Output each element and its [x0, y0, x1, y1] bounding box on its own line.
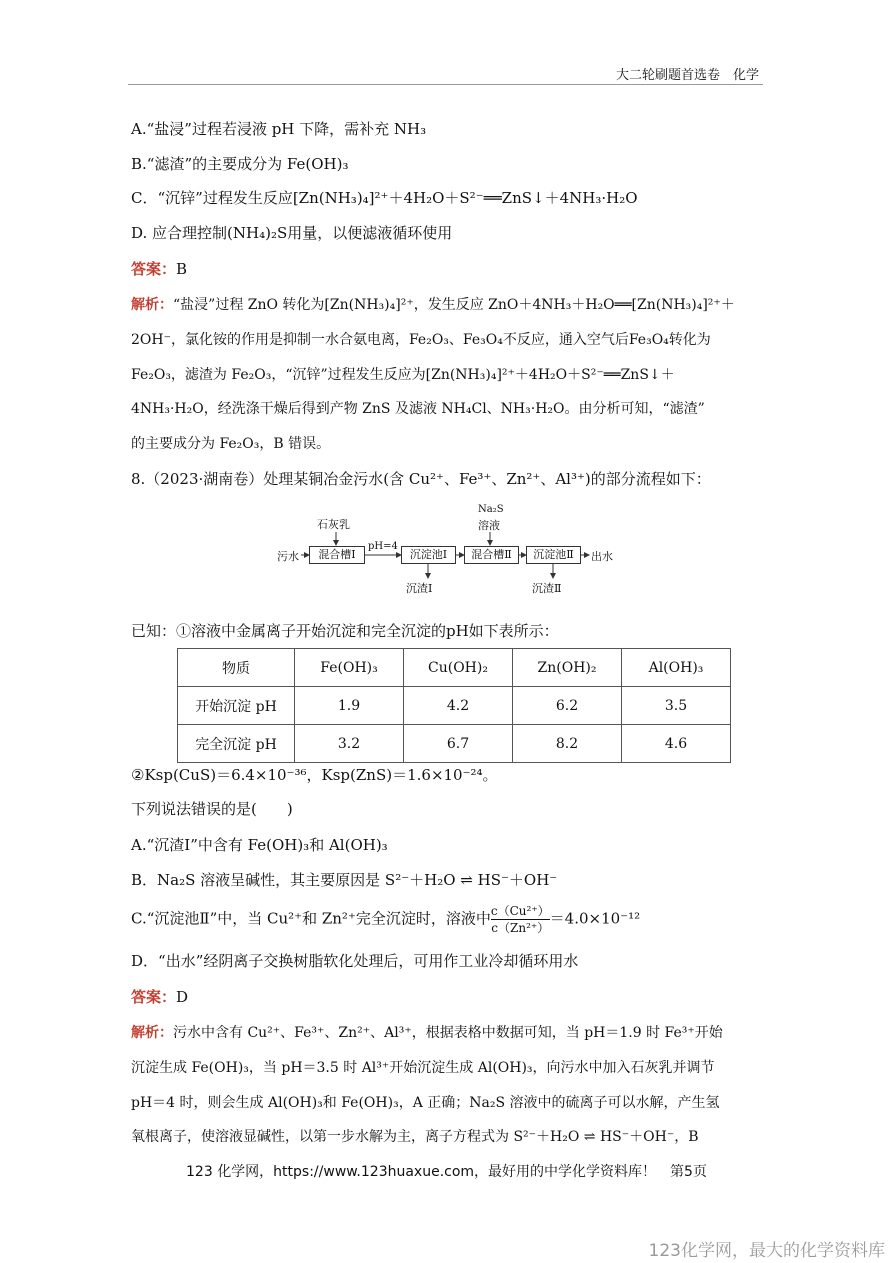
known-conditions: 已知：①溶液中金属离子开始沉淀和完全沉淀的pH如下表所示： — [131, 622, 559, 640]
table-cell: 4.2 — [404, 687, 513, 725]
q8-option-d: D．“出水”经阴离子交换树脂软化处理后，可用作工业冷却循环用水 — [131, 952, 579, 970]
table-cell: 6.7 — [404, 725, 513, 763]
q7-option-b: B.“滤渣”的主要成分为 Fe(OH)₃ — [131, 155, 349, 173]
q7-analysis-line: 2OH⁻，氯化铵的作用是抑制一水合氨电离，Fe₂O₃、Fe₃O₄不反应，通入空气后Fe₃O₄转化为 — [131, 332, 711, 348]
q7-analysis-line: 解析：“盐浸”过程 ZnO 转化为[Zn(NH₃)₄]²⁺，发生反应 ZnO＋4NH₃＋H₂O══[Zn(NH₃)₄]²⁺＋ — [131, 297, 735, 313]
table-cell: 3.5 — [622, 687, 731, 725]
flow-res2: 沉渣Ⅱ — [532, 582, 562, 595]
flow-res1: 沉渣Ⅰ — [406, 582, 433, 595]
flow-pool2: 沉淀池Ⅱ — [526, 546, 581, 564]
q8-analysis-line: 解析：污水中含有 Cu²⁺、Fe³⁺、Zn²⁺、Al³⁺，根据表格中数据可知，当 pH＝1.9 时 Fe³⁺开始 — [131, 1025, 723, 1041]
q7-analysis-line: 4NH₃·H₂O，经洗涤干燥后得到产物 ZnS 及滤液 NH₄Cl、NH₃·H₂O。由分析可知，“滤渣” — [131, 401, 705, 417]
q7-option-d: D. 应合理控制(NH₄)₂S用量，以便滤液循环使用 — [131, 224, 453, 242]
table-header-row — [178, 649, 731, 687]
flow-tank1: 混合槽Ⅰ — [309, 546, 365, 564]
flow-reagent2-state: 溶液 — [478, 519, 500, 532]
ksp-values: ②Ksp(CuS)＝6.4×10⁻³⁶，Ksp(ZnS)＝1.6×10⁻²⁴。 — [131, 766, 498, 784]
flow-pool1: 沉淀池Ⅰ — [401, 546, 456, 564]
answer-value: B — [176, 260, 188, 278]
q8-analysis-line: pH＝4 时，则会生成 Al(OH)₃和 Fe(OH)₃，A 正确；Na₂S 溶液中的硫离子可以水解，产生氢 — [131, 1095, 720, 1111]
table-cell: 开始沉淀 pH — [178, 687, 295, 725]
flow-reagent2-name: Na₂S — [478, 504, 504, 515]
q8-option-c: C.“沉淀池Ⅱ”中，当 Cu²⁺和 Zn²⁺完全沉淀时，溶液中 $\frac{\text{c（Cu²⁺）}}{\text{c（Zn²⁺）}}$ ＝4.0×10⁻¹² — [131, 904, 641, 935]
page-footer: 123 化学网，https://www.123huaxue.com，最好用的中学化学资料库！ 第5页 — [186, 1164, 707, 1180]
table-header: Al(OH)₃ — [622, 649, 731, 687]
q7-option-a: A.“盐浸”过程若浸液 pH 下降，需补充 NH₃ — [131, 120, 427, 138]
table-cell: 1.9 — [295, 687, 404, 725]
analysis-label: 解析： — [131, 297, 173, 313]
q8-analysis-line: 氧根离子，使溶液显碱性，以第一步水解为主，离子方程式为 S²⁻＋H₂O ⇌ HS⁻＋OH⁻，B — [131, 1129, 699, 1145]
q8-stem: 8.（2023·湖南卷）处理某铜冶金污水(含 Cu²⁺、Fe³⁺、Zn²⁺、Al³⁺)的部分流程如下： — [131, 470, 711, 488]
table-row — [178, 687, 731, 725]
q7-analysis-line: 的主要成分为 Fe₂O₃，B 错误。 — [131, 436, 331, 452]
table-cell: 4.6 — [622, 725, 731, 763]
concentration-ratio: $\frac{\text{c（Cu²⁺）}}{\text{c（Zn²⁺）}}$ — [490, 904, 550, 935]
table-cell: 完全沉淀 pH — [178, 725, 295, 763]
q8-analysis-line: 沉淀生成 Fe(OH)₃，当 pH＝3.5 时 Al³⁺开始沉淀生成 Al(OH)₃，向污水中加入石灰乳并调节 — [131, 1060, 715, 1076]
answer-label: 答案： — [131, 988, 177, 1006]
table-cell: 8.2 — [513, 725, 622, 763]
table-cell: 6.2 — [513, 687, 622, 725]
answer-value: D — [176, 988, 189, 1006]
table-header: Cu(OH)₂ — [404, 649, 513, 687]
watermark: 123化学网，最大的化学资料库 — [648, 1241, 885, 1261]
q7-option-c: C．“沉锌”过程发生反应[Zn(NH₃)₄]²⁺＋4H₂O＋S²⁻══ZnS↓＋4NH₃·H₂O — [131, 189, 638, 207]
q7-answer — [131, 258, 187, 279]
q8-question: 下列说法错误的是( ) — [131, 800, 293, 818]
table-header: Fe(OH)₃ — [295, 649, 404, 687]
table-row — [178, 725, 731, 763]
answer-label: 答案： — [131, 260, 177, 278]
page-header — [128, 62, 763, 85]
q8-option-b: B．Na₂S 溶液呈碱性，其主要原因是 S²⁻＋H₂O ⇌ HS⁻＋OH⁻ — [131, 871, 558, 889]
q8-option-a: A.“沉渣Ⅰ”中含有 Fe(OH)₃和 Al(OH)₃ — [131, 836, 388, 854]
precipitation-table — [177, 648, 731, 763]
table-cell: 3.2 — [295, 725, 404, 763]
flow-tank2: 混合槽Ⅱ — [464, 546, 519, 564]
q7-analysis-line: Fe₂O₃，滤渣为 Fe₂O₃，“沉锌”过程发生反应为[Zn(NH₃)₄]²⁺＋4H₂O＋S²⁻══ZnS↓＋ — [131, 367, 675, 383]
flow-inlet: 污水 — [277, 550, 299, 563]
table-header: Zn(OH)₂ — [513, 649, 622, 687]
q8-answer — [131, 986, 188, 1007]
flow-diagram — [275, 500, 620, 600]
analysis-label: 解析： — [131, 1025, 173, 1041]
flow-outlet: 出水 — [591, 550, 613, 563]
flow-reagent1: 石灰乳 — [317, 518, 350, 531]
header-text: 大二轮刷题首选卷 化学 — [615, 68, 759, 83]
flow-ph: pH=4 — [368, 541, 398, 552]
table-header: 物质 — [178, 649, 295, 687]
